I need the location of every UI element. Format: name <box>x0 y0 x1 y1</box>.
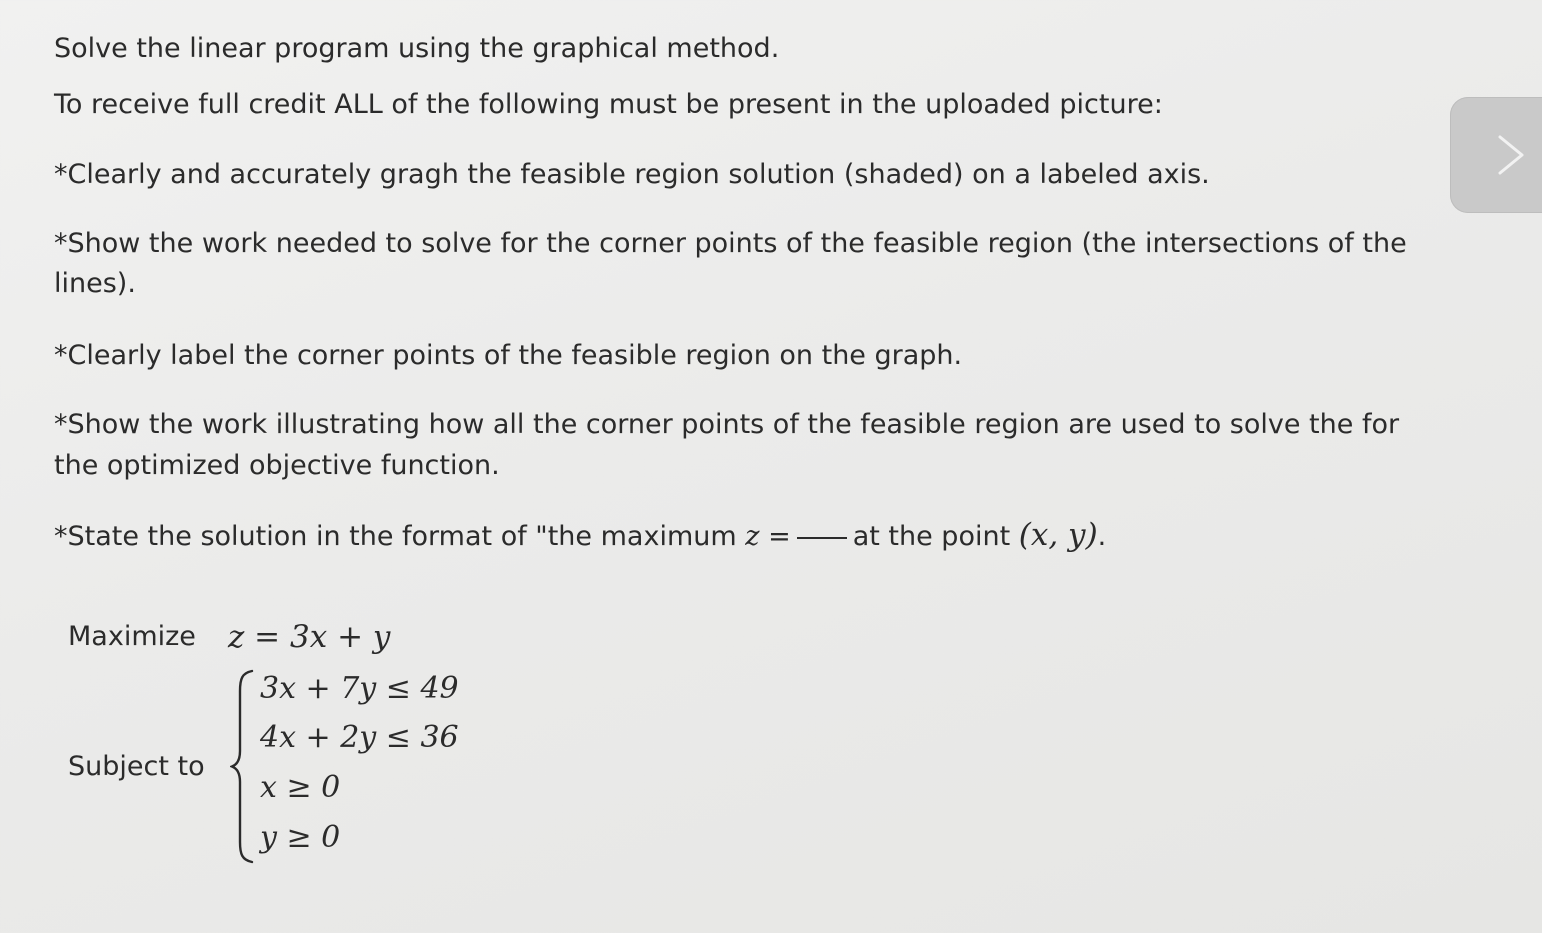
requirement-corner-work-line2: lines). <box>54 268 136 299</box>
solution-format-prefix: *State the solution in the format of "the maximum <box>54 521 746 552</box>
constraint-3: x ≥ 0 <box>260 770 341 805</box>
requirement-objective-work-line2: the optimized objective function. <box>54 450 500 481</box>
solution-format-variable: z <box>745 521 760 552</box>
subject-to-label: Subject to <box>68 751 205 782</box>
requirement-graph: *Clearly and accurately gragh the feasible region solution (shaded) on a labeled axis. <box>54 159 1210 190</box>
requirement-label-corners: *Clearly label the corner points of the feasible region on the graph. <box>54 340 963 371</box>
chevron-right-icon <box>1496 135 1526 175</box>
requirement-corner-work-line1: *Show the work needed to solve for the corner points of the feasible region (the intersections of the <box>54 228 1407 259</box>
solution-format-end: . <box>1097 521 1107 552</box>
constraint-4: y ≥ 0 <box>260 820 341 855</box>
question-heading: Solve the linear program using the graphical method. <box>54 33 780 64</box>
requirement-objective-work-line1: *Show the work illustrating how all the corner points of the feasible region are used to solve the for <box>54 409 1400 440</box>
instructions-intro: To receive full credit ALL of the following must be present in the uploaded picture: <box>54 89 1163 120</box>
solution-format-middle: at the point <box>852 521 1019 552</box>
requirement-solution-format <box>54 515 1106 557</box>
objective-function: z = 3x + y <box>228 619 391 655</box>
linear-program <box>68 617 668 877</box>
constraint-2: 4x + 2y ≤ 36 <box>260 720 459 755</box>
next-button[interactable] <box>1450 97 1542 213</box>
answer-blank <box>797 537 847 539</box>
constraint-1: 3x + 7y ≤ 49 <box>260 671 459 706</box>
solution-format-point: (x, y) <box>1018 517 1098 553</box>
maximize-label: Maximize <box>68 621 196 652</box>
solution-format-equals: = <box>759 521 791 552</box>
constraint-brace <box>230 669 254 864</box>
